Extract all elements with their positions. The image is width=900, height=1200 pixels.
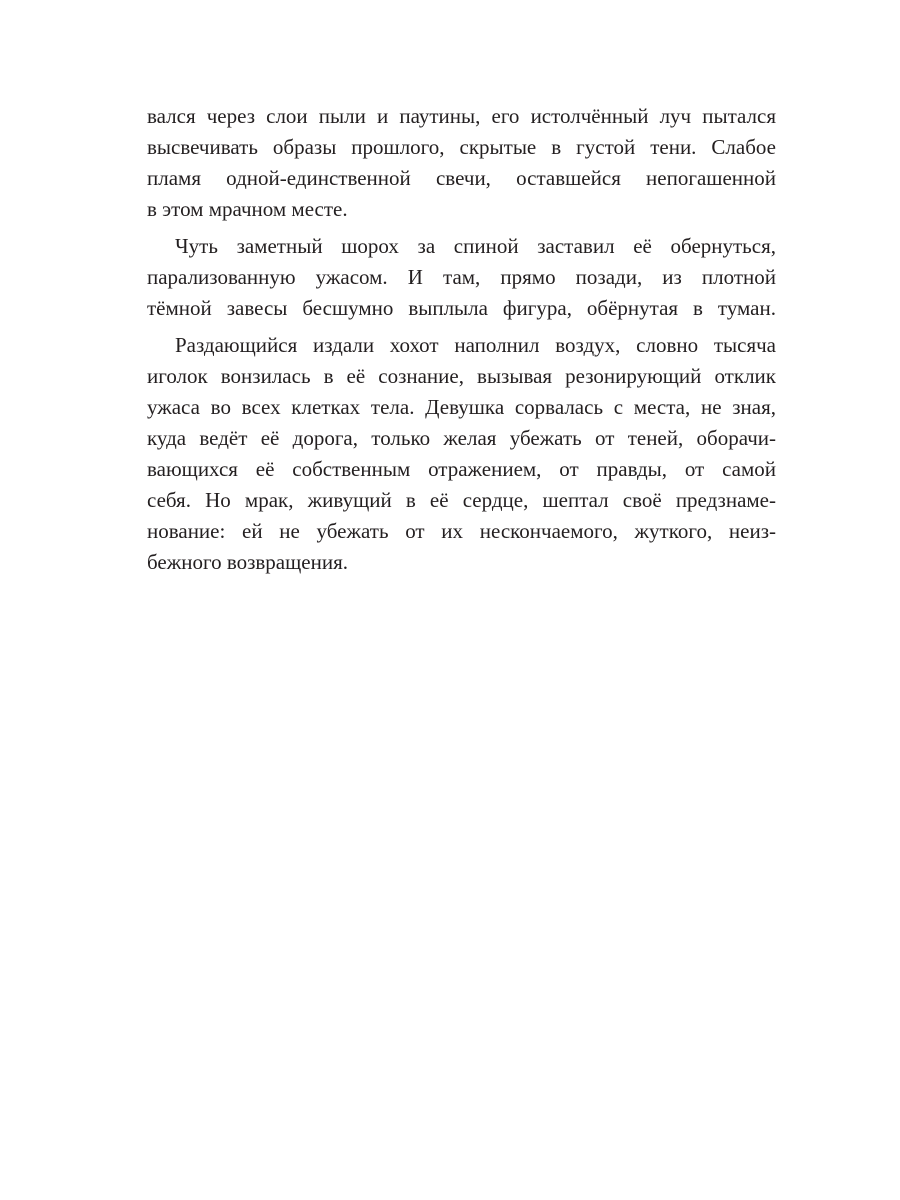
text-line: иголок вонзилась в её сознание, вызывая резонирующий отклик <box>147 364 776 388</box>
body-text <box>147 101 776 578</box>
text-line: пламя одной-единственной свечи, оставшейся непогашенной <box>147 166 776 190</box>
text-line: себя. Но мрак, живущий в её сердце, шептал своё предзнаме- <box>147 488 776 512</box>
text-line: вающихся её собственным отражением, от правды, от самой <box>147 457 776 481</box>
text-line: в этом мрачном месте. <box>147 197 348 221</box>
text-line: парализованную ужасом. И там, прямо позади, из плотной <box>147 265 776 289</box>
text-line: Чуть заметный шорох за спиной заставил её обернуться, <box>175 234 776 258</box>
text-line: вался через слои пыли и паутины, его истолчённый луч пытался <box>147 104 776 128</box>
paragraph-1 <box>147 101 776 225</box>
text-line: куда ведёт её дорога, только желая убежать от теней, оборачи- <box>147 426 776 450</box>
text-line: бежного возвращения. <box>147 550 348 574</box>
paragraph-2 <box>147 231 776 324</box>
text-line: Раздающийся издали хохот наполнил воздух, словно тысяча <box>175 333 776 357</box>
text-line: высвечивать образы прошлого, скрытые в густой тени. Слабое <box>147 135 776 159</box>
text-line: тёмной завесы бесшумно выплыла фигура, обёрнутая в туман. <box>147 296 776 320</box>
text-line: ужаса во всех клетках тела. Девушка сорвалась с места, не зная, <box>147 395 776 419</box>
text-line: нование: ей не убежать от их нескончаемого, жуткого, неиз- <box>147 519 776 543</box>
paragraph-3 <box>147 330 776 578</box>
